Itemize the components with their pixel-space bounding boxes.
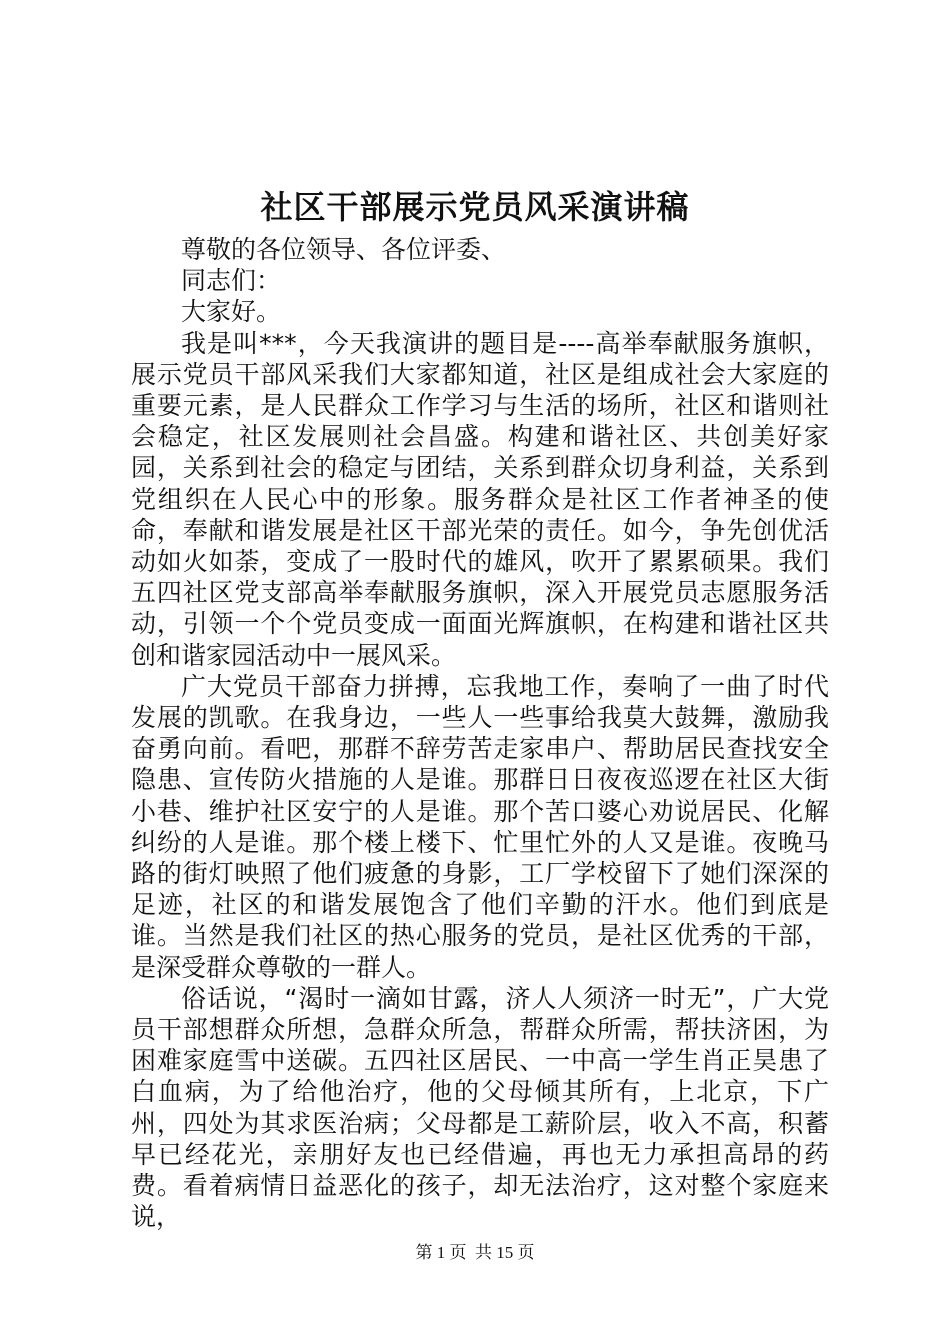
document-title: 社区干部展示党员风采演讲稿 [260,188,690,226]
body-paragraph: 广大党员干部奋力拼搏，忘我地工作，奏响了一曲了时代发展的凯歌。在我身边，一些人一些事给我莫大鼓舞，激励我奋勇向前。看吧，那群不辞劳苦走家串户、帮助居民查找安全隐患、宣传防火措施的人是谁。那群日日夜夜巡逻在社区大街小巷、维护社区安宁的人是谁。那个苦口婆心劝说居民、化解纠纷的人是谁。那个楼上楼下、忙里忙外的人又是谁。夜晚马路的街灯映照了他们疲惫的身影，工厂学校留下了她们深深的足迹，社区的和谐发展饱含了他们辛勤的汗水。他们到底是谁。当然是我们社区的热心服务的党员，是社区优秀的干部，是深受群众尊敬的一群人。 [131,671,829,982]
document-body [131,234,829,1233]
greeting-paragraph: 大家好。 [181,297,282,327]
salutation-paragraph: 尊敬的各位领导、各位评委、 [181,235,507,264]
salutation-paragraph: 同志们： [181,266,282,296]
page-footer [0,1242,950,1264]
body-paragraph: 我是叫***，今天我演讲的题目是----高举奉献服务旗帜，展示党员干部风采我们大家都知道，社区是组成社会大家庭的重要元素，是人民群众工作学习与生活的场所，社区和谐则社会稳定，社区发展则社会昌盛。构建和谐社区、共创美好家园，关系到社会的稳定与团结，关系到群众切身利益，关系到党组织在人民心中的形象。服务群众是社区工作者神圣的使命，奉献和谐发展是社区干部光荣的责任。如今，争先创优活动如火如荼，变成了一股时代的雄风，吹开了累累硕果。我们五四社区党支部高举奉献服务旗帜，深入开展党员志愿服务活动，引领一个个党员变成一面面光辉旗帜，在构建和谐社区共创和谐家园活动中一展风采。 [131,328,829,670]
body-paragraph: 俗话说，“渴时一滴如甘露，济人人须济一时无”，广大党员干部想群众所想，急群众所急，帮群众所需，帮扶济困，为困难家庭雪中送碳。五四社区居民、一中高一学生肖正昊患了白血病，为了给他治疗，他的父母倾其所有，上北京，下广州，四处为其求医治病；父母都是工薪阶层，收入不高，积蓄早已经花光，亲朋好友也已经借遍，再也无力承担高昂的药费。看着病情日益恶化的孩子，却无法治疗，这对整个家庭来说， [131,983,829,1232]
page-number-label: 第 1 页 共 15 页 [415,1243,535,1262]
